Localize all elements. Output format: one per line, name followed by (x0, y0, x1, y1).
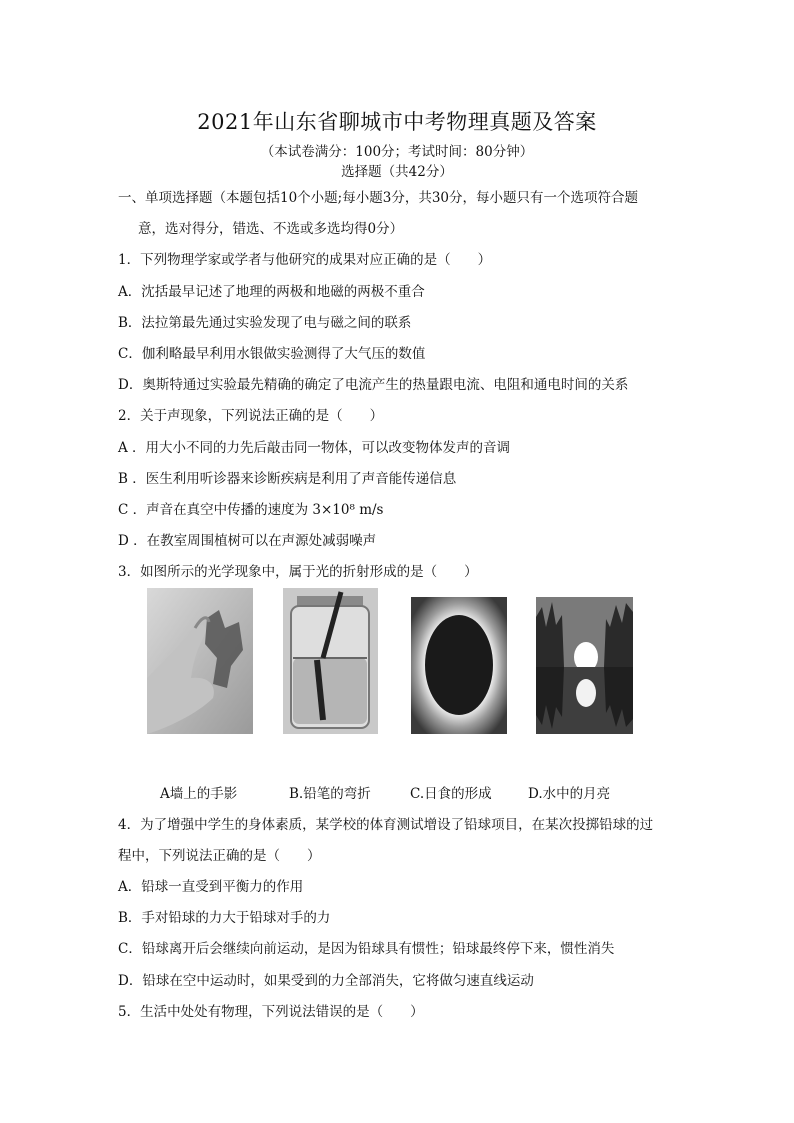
part-instructions-line1: 一、单项选择题（本题包括10个小题;每小题3分，共30分，每小题只有一个选项符合题 (118, 190, 638, 206)
question-1-option-a: A．沈括最早记述了地理的两极和地磁的两极不重合 (118, 284, 425, 300)
question-2-stem: 2．关于声现象，下列说法正确的是（ ） (118, 408, 384, 424)
caption-d: D.水中的月亮 (528, 786, 611, 802)
question-4-stem-line2: 程中，下列说法正确的是（ ） (118, 848, 321, 864)
question-5-stem: 5．生活中处处有物理，下列说法错误的是（ ） (118, 1004, 424, 1020)
question-2-option-c: C ．声音在真空中传播的速度为 3×10⁸ m/s (118, 502, 384, 518)
caption-c: C.日食的形成 (410, 786, 492, 802)
solar-eclipse-photo (411, 597, 507, 734)
question-4-option-a: A．铅球一直受到平衡力的作用 (118, 879, 304, 895)
question-4-option-c: C．铅球离开后会继续向前运动，是因为铅球具有惯性；铅球最终停下来，惯性消失 (118, 941, 615, 957)
question-1-option-c: C．伽利略最早利用水银做实验测得了大气压的数值 (118, 346, 426, 362)
question-2-option-a: A ．用大小不同的力先后敲击同一物体，可以改变物体发声的音调 (118, 440, 511, 456)
exam-meta: （本试卷满分：100分；考试时间：80分钟） (260, 144, 534, 160)
question-3-stem: 3．如图所示的光学现象中，属于光的折射形成的是（ ） (118, 564, 478, 580)
hand-shadow-photo (147, 588, 253, 734)
question-4-stem-line1: 4．为了增强中学生的身体素质，某学校的体育测试增设了铅球项目，在某次投掷铅球的过 (118, 817, 654, 833)
question-2-option-d: D ．在教室周围植树可以在声源处减弱噪声 (118, 533, 377, 549)
caption-b: B.铅笔的弯折 (289, 786, 371, 802)
question-1-option-d: D．奥斯特通过实验最先精确的确定了电流产生的热量跟电流、电阻和通电时间的关系 (118, 377, 629, 393)
question-4-option-b: B．手对铅球的力大于铅球对手的力 (118, 910, 331, 926)
part-instructions-line2: 意，选对得分，错选、不选或多选均得0分） (138, 221, 404, 237)
question-1-option-b: B．法拉第最先通过实验发现了电与磁之间的联系 (118, 315, 412, 331)
section-heading: 选择题（共42分） (341, 164, 453, 180)
question-2-option-b: B ．医生利用听诊器来诊断疾病是利用了声音能传递信息 (118, 471, 457, 487)
question-1-stem: 1．下列物理学家或学者与他研究的成果对应正确的是（ ） (118, 252, 492, 268)
moon-reflection-photo (536, 597, 633, 734)
caption-a: A墙上的手影 (160, 786, 238, 802)
pencil-in-water-photo (283, 588, 378, 734)
page-title: 2021年山东省聊城市中考物理真题及答案 (197, 110, 597, 134)
question-4-option-d: D．铅球在空中运动时，如果受到的力全部消失，它将做匀速直线运动 (118, 973, 534, 989)
